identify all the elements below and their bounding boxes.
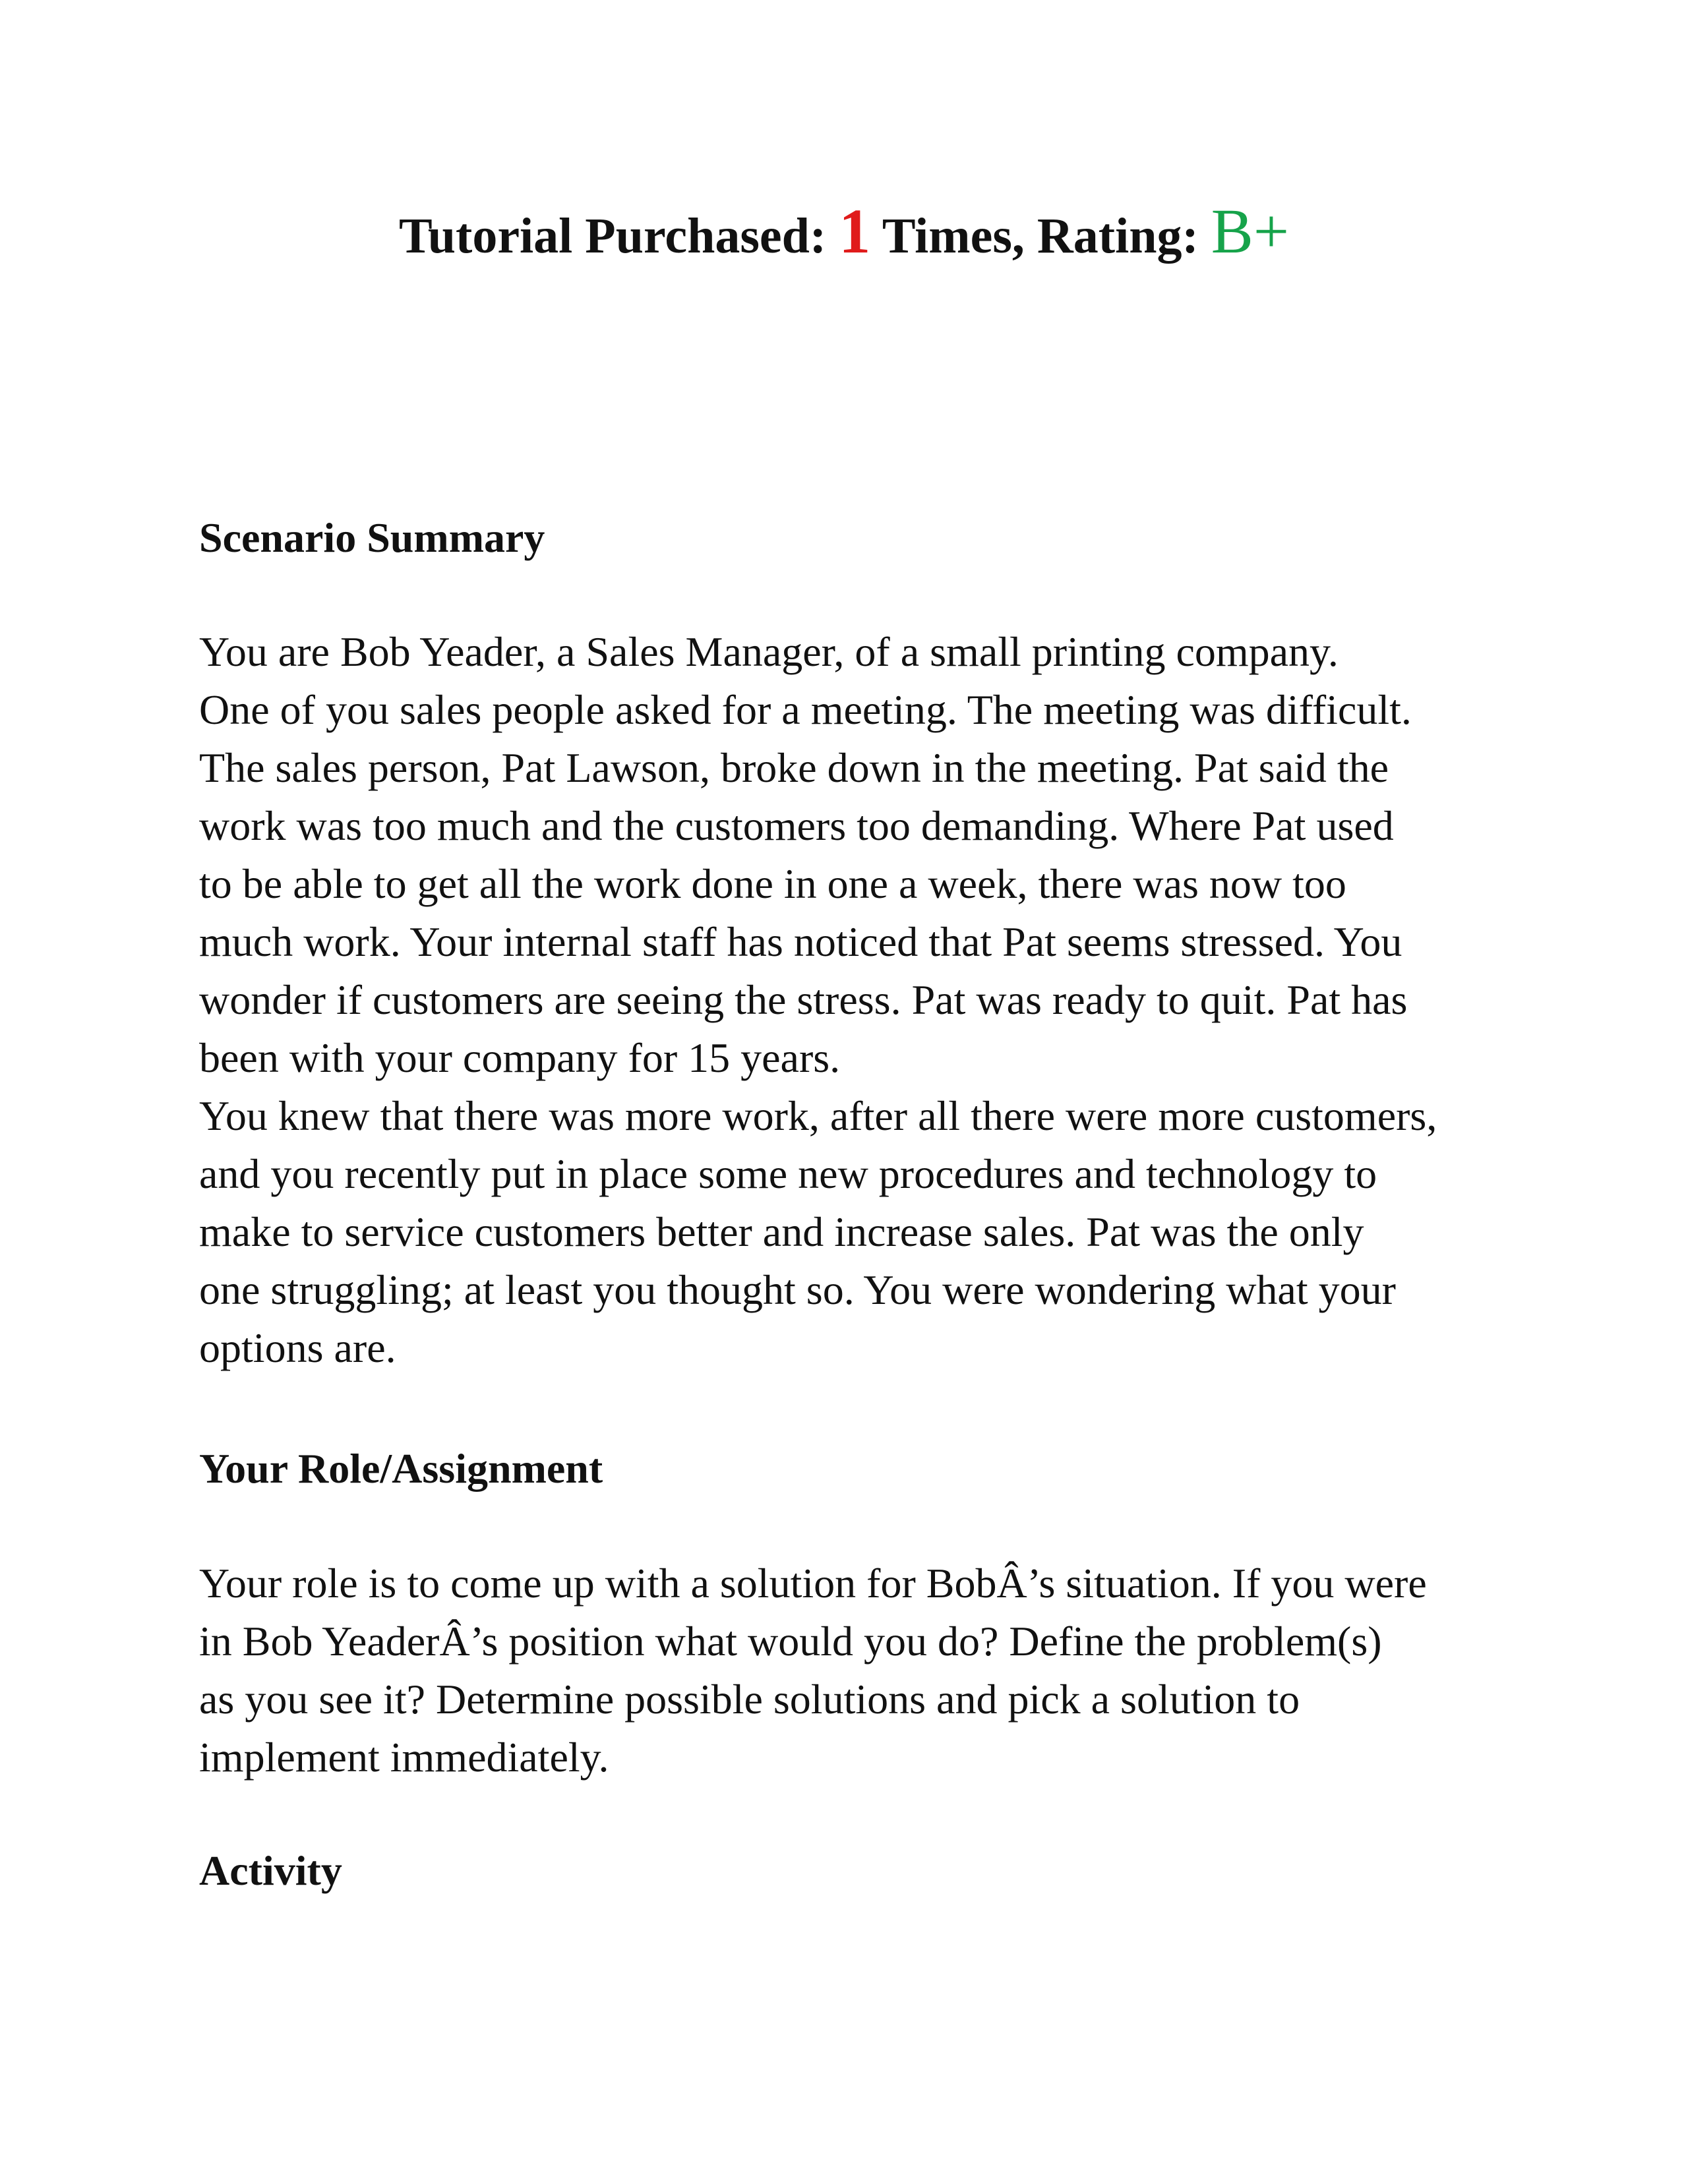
paragraph-line: in Bob YeaderÂ’s position what would you do? Define the problem(s) — [199, 1618, 1382, 1665]
paragraph-line: as you see it? Determine possible solutions and pick a solution to — [199, 1676, 1300, 1723]
paragraph-line: Your role is to come up with a solution for BobÂ’s situation. If you were — [199, 1560, 1427, 1607]
scenario-summary-heading: Scenario Summary — [199, 514, 545, 561]
paragraph-line: to be able to get all the work done in one a week, there was now too — [199, 860, 1346, 907]
page-title — [0, 195, 1688, 272]
paragraph-line: One of you sales people asked for a meeting. The meeting was difficult. — [199, 686, 1412, 733]
role-assignment-paragraph — [199, 1554, 1427, 1786]
paragraph-line: and you recently put in place some new procedures and technology to — [199, 1150, 1377, 1197]
rating-grade: B+ — [1211, 196, 1289, 266]
purchase-count: 1 — [839, 196, 871, 266]
paragraph-line: make to service customers better and increase sales. Pat was the only — [199, 1208, 1364, 1255]
paragraph-line: one struggling; at least you thought so. You were wondering what your — [199, 1266, 1396, 1313]
activity-heading: Activity — [199, 1847, 342, 1894]
title-prefix: Tutorial Purchased: — [399, 208, 839, 264]
paragraph-line: wonder if customers are seeing the stress. Pat was ready to quit. Pat has — [199, 976, 1408, 1023]
paragraph-line: options are. — [199, 1324, 396, 1371]
role-assignment-heading: Your Role/Assignment — [199, 1445, 603, 1492]
paragraph-line: You knew that there was more work, after all there were more customers, — [199, 1092, 1437, 1139]
paragraph-line: been with your company for 15 years. — [199, 1034, 841, 1081]
paragraph-line: You are Bob Yeader, a Sales Manager, of a small printing company. — [199, 628, 1339, 675]
paragraph-line: much work. Your internal staff has noticed that Pat seems stressed. You — [199, 918, 1402, 965]
paragraph-line: work was too much and the customers too demanding. Where Pat used — [199, 802, 1394, 849]
paragraph-line: implement immediately. — [199, 1734, 609, 1781]
scenario-summary-paragraph — [199, 623, 1437, 1377]
title-middle: Times, Rating: — [870, 208, 1211, 264]
paragraph-line: The sales person, Pat Lawson, broke down in the meeting. Pat said the — [199, 744, 1389, 791]
